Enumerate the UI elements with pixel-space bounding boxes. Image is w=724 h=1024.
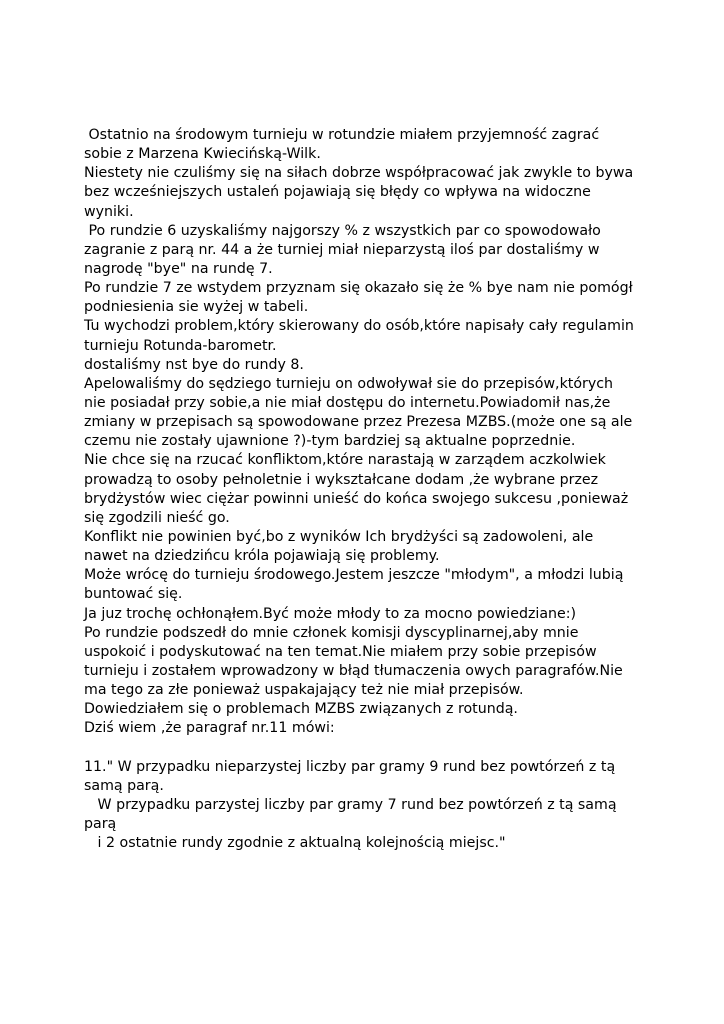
text-line: nie posiadał przy sobie,a nie miał dostępu do internetu.Powiadomił nas,że — [84, 394, 611, 411]
text-line: Może wrócę do turnieju środowego.Jestem jeszcze "młodym", a młodzi lubią — [84, 567, 624, 584]
text-line: podniesienia sie wyżej w tabeli. — [84, 299, 309, 316]
text-line: buntować się. — [84, 586, 183, 603]
text-line: nawet na dziedzińcu króla pojawiają się problemy. — [84, 548, 440, 565]
blank-line — [84, 739, 664, 758]
text-line: uspokoić i podyskutować na ten temat.Nie miałem przy sobie przepisów — [84, 643, 597, 660]
text-line: Po rundzie 6 uzyskaliśmy najgorszy % z wszystkich par co spowodowało — [84, 222, 601, 239]
text-line: turnieju Rotunda-barometr. — [84, 337, 277, 354]
text-line: bez wcześniejszych ustaleń pojawiają się błędy co wpływa na widoczne — [84, 184, 591, 201]
text-line: ma tego za złe ponieważ uspakajający też nie miał przepisów. — [84, 682, 524, 699]
text-line: Po rundzie podszedł do mnie członek komisji dyscyplinarnej,aby mnie — [84, 624, 579, 641]
text-line: zagranie z parą nr. 44 a że turniej miał nieparzystą iloś par dostaliśmy w — [84, 241, 600, 258]
text-line: Ja juz trochę ochłonąłem.Być może młody to za mocno powiedziane:) — [84, 605, 577, 622]
text-line: i 2 ostatnie rundy zgodnie z aktualną kolejnością miejsc." — [84, 835, 506, 852]
text-line: parą — [84, 816, 117, 833]
text-line: wyniki. — [84, 203, 134, 220]
text-line: Po rundzie 7 ze wstydem przyznam się okazało się że % bye nam nie pomógł — [84, 280, 633, 297]
text-line: Tu wychodzi problem,który skierowany do osób,które napisały cały regulamin — [84, 318, 634, 335]
text-line: nagrodę "bye" na rundę 7. — [84, 260, 273, 277]
text-line: dostaliśmy nst bye do rundy 8. — [84, 356, 304, 373]
text-line: czemu nie zostały ujawnione ?)-tym bardziej są aktualne poprzednie. — [84, 433, 576, 450]
text-line: samą parą. — [84, 777, 164, 794]
text-line: Nie chce się na rzucać konfliktom,które narastają w zarządem aczkolwiek — [84, 452, 606, 469]
text-line: Dowiedziałem się o problemach MZBS związanych z rotundą. — [84, 701, 518, 718]
text-line: Ostatnio na środowym turnieju w rotundzie miałem przyjemność zagrać — [84, 127, 600, 143]
text-line: turnieju i zostałem wprowadzony w błąd tłumaczenia owych paragrafów.Nie — [84, 662, 623, 679]
text-line: 11." W przypadku nieparzystej liczby par gramy 9 rund bez powtórzeń z tą — [84, 758, 616, 775]
text-line: Niestety nie czuliśmy się na siłach dobrze współpracować jak zwykle to bywa — [84, 165, 634, 182]
text-line: Konflikt nie powinien być,bo z wyników Ich brydżyści są zadowoleni, ale — [84, 528, 594, 545]
text-line: brydżystów wiec ciężar powinni unieść do końca swojego sukcesu ,ponieważ — [84, 490, 629, 507]
text-line: sobie z Marzena Kwiecińską-Wilk. — [84, 146, 321, 163]
text-line: zmiany w przepisach są spowodowane przez Prezesa MZBS.(może one są ale — [84, 414, 633, 431]
text-line: W przypadku parzystej liczby par gramy 7 rund bez powtórzeń z tą samą — [84, 796, 617, 813]
document-body — [84, 126, 664, 853]
text-line: prowadzą to osoby pełnoletnie i wykształcane dodam ,że wybrane przez — [84, 471, 599, 488]
text-line: Dziś wiem ,że paragraf nr.11 mówi: — [84, 720, 335, 737]
text-line: Apelowaliśmy do sędziego turnieju on odwoływał sie do przepisów,których — [84, 375, 614, 392]
text-line: się zgodzili nieść go. — [84, 509, 230, 526]
